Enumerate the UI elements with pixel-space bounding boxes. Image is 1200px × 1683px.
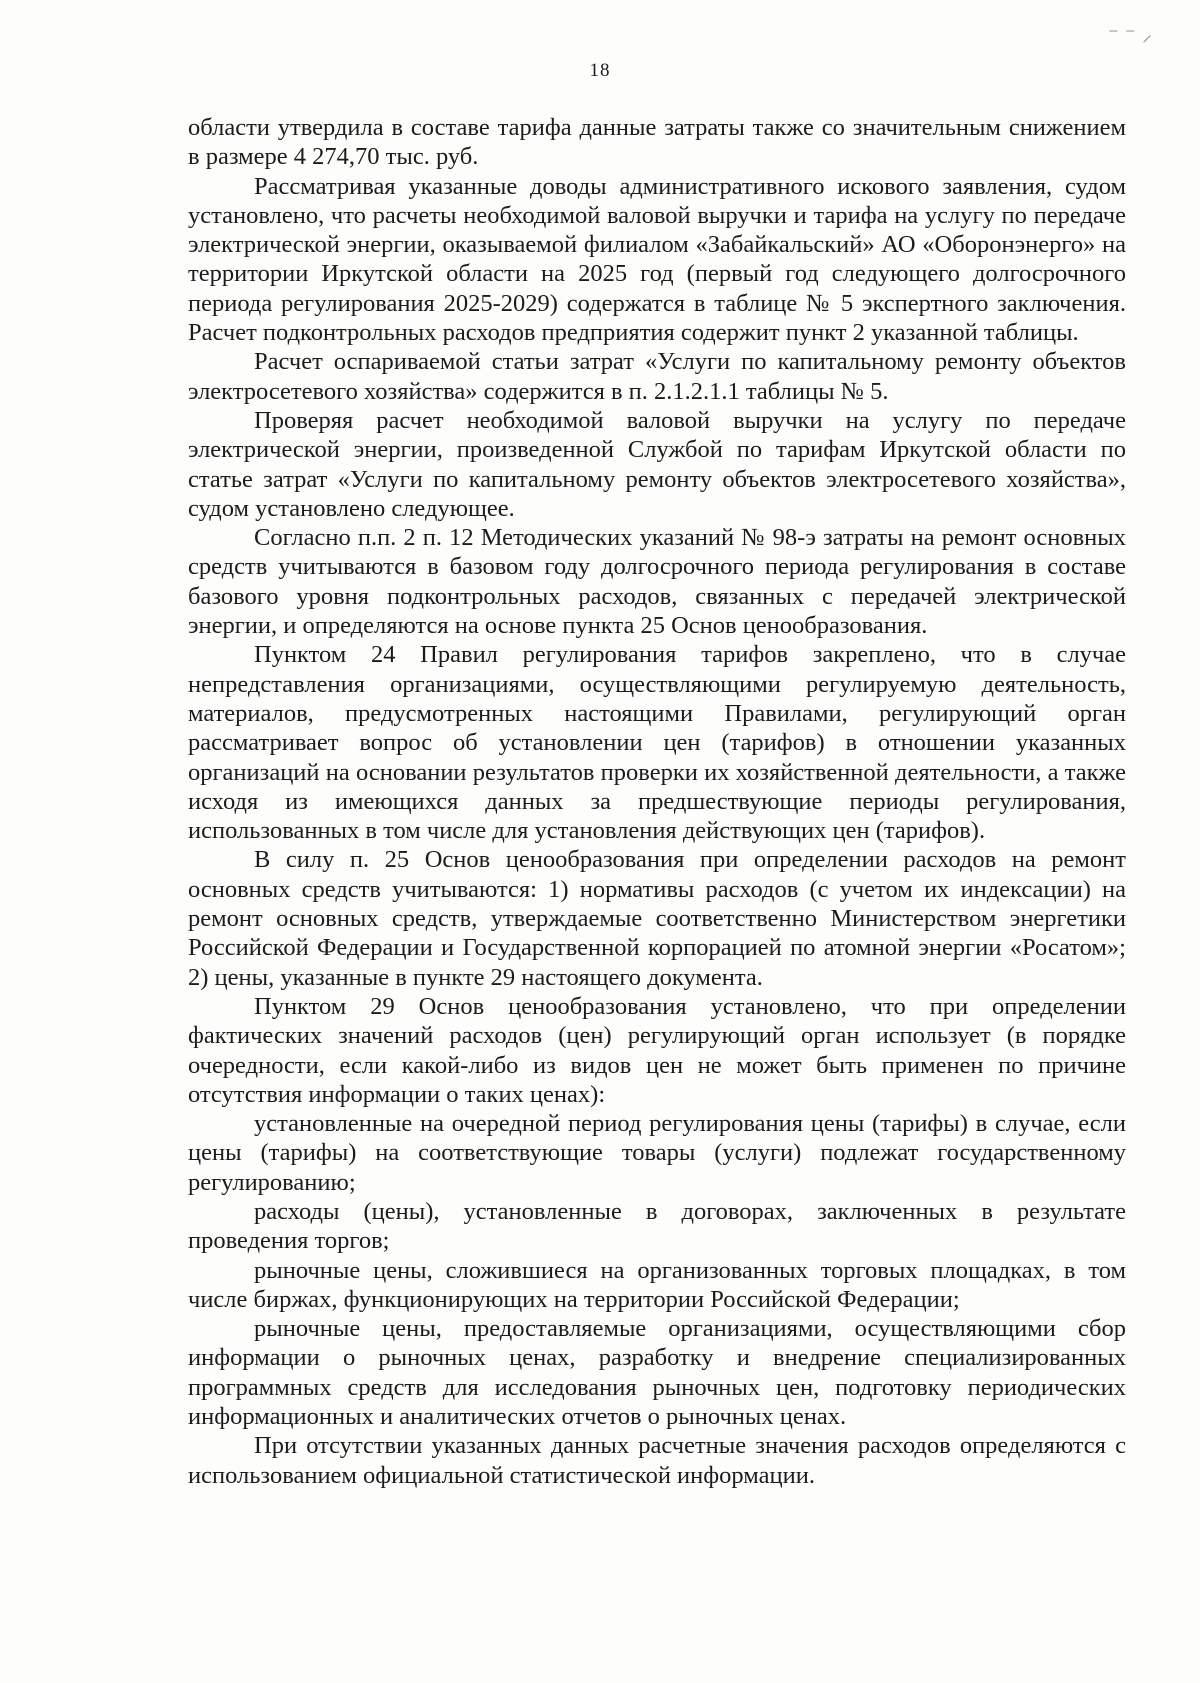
paragraph: Согласно п.п. 2 п. 12 Методических указаний № 98-э затраты на ремонт основных средств учитываются в базовом году долгосрочного периода регулирования в составе базового уровня подконтрольных расходов, связанных с передачей электрической энергии, и определяются на основе пункта 25 Основ ценообразования.: [188, 524, 1126, 640]
list-item: рыночные цены, сложившиеся на организованных торговых площадках, в том числе биржах, функционирующих на территории Российской Федерации;: [188, 1256, 1126, 1313]
paragraph: Проверяя расчет необходимой валовой выручки на услугу по передаче электрической энергии, произведенной Службой по тарифам Иркутской области по статье затрат «Услуги по капитальному ремонту объектов электросетевого хозяйства», судом установлено следующее.: [188, 406, 1126, 522]
paragraph: Пунктом 24 Правил регулирования тарифов закреплено, что в случае непредставления организациями, осуществляющими регулируемую деятельность, материалов, предусмотренных настоящими Правилами, регулирующий орган рассматривает вопрос об установлении цен (тарифов) в отношении указанных организаций на основании результатов проверки их хозяйственной деятельности, а также исходя из имеющихся данных за предшествующие периоды регулирования, использованных в том числе для установления действующих цен (тарифов).: [188, 641, 1126, 845]
list-item: рыночные цены, предоставляемые организациями, осуществляющими сбор информации о рыночных ценах, разработку и внедрение специализированных программных средств для исследования рыночных цен, подготовку периодических информационных и аналитических отчетов о рыночных ценах.: [188, 1315, 1126, 1431]
list-item: расходы (цены), установленные в договорах, заключенных в результате проведения торгов;: [188, 1197, 1126, 1255]
paragraph: Пунктом 29 Основ ценообразования установлено, что при определении фактических значений расходов (цен) регулирующий орган использует (в порядке очередности, если какой-либо из видов цен не может быть применен по причине отсутствия информации о таких ценах):: [188, 992, 1126, 1108]
paragraph: области утвердила в составе тарифа данные затраты также со значительным снижением в размере 4 274,70 тыс. руб.: [188, 114, 1126, 171]
scan-artifact-mark: ⁻ ⁻ ⸝: [1108, 22, 1152, 46]
paragraph: В силу п. 25 Основ ценообразования при определении расходов на ремонт основных средств учитываются: 1) нормативы расходов (с учетом их индексации) на ремонт основных средств, утверждаемые соответственно Министерством энергетики Российской Федерации и Государственной корпорацией по атомной энергии «Росатом»; 2) цены, указанные в пункте 29 настоящего документа.: [188, 846, 1126, 991]
paragraph: При отсутствии указанных данных расчетные значения расходов определяются с использованием официальной статистической информации.: [188, 1432, 1126, 1489]
page-number: 18: [589, 60, 611, 81]
document-body: [188, 113, 1126, 1490]
list-item: установленные на очередной период регулирования цены (тарифы) в случае, если цены (тарифы) на соответствующие товары (услуги) подлежат государственному регулированию;: [188, 1110, 1126, 1196]
paragraph: Рассматривая указанные доводы административного искового заявления, судом установлено, что расчеты необходимой валовой выручки и тарифа на услугу по передаче электрической энергии, оказываемой филиалом «Забайкальский» АО «Оборонэнерго» на территории Иркутской области на 2025 год (первый год следующего долгосрочного периода регулирования 2025-2029) содержатся в таблице № 5 экспертного заключения. Расчет подконтрольных расходов предприятия содержит пункт 2 указанной таблицы.: [188, 172, 1126, 347]
paragraph: Расчет оспариваемой статьи затрат «Услуги по капитальному ремонту объектов электросетевого хозяйства» содержится в п. 2.1.2.1.1 таблицы № 5.: [188, 348, 1126, 405]
